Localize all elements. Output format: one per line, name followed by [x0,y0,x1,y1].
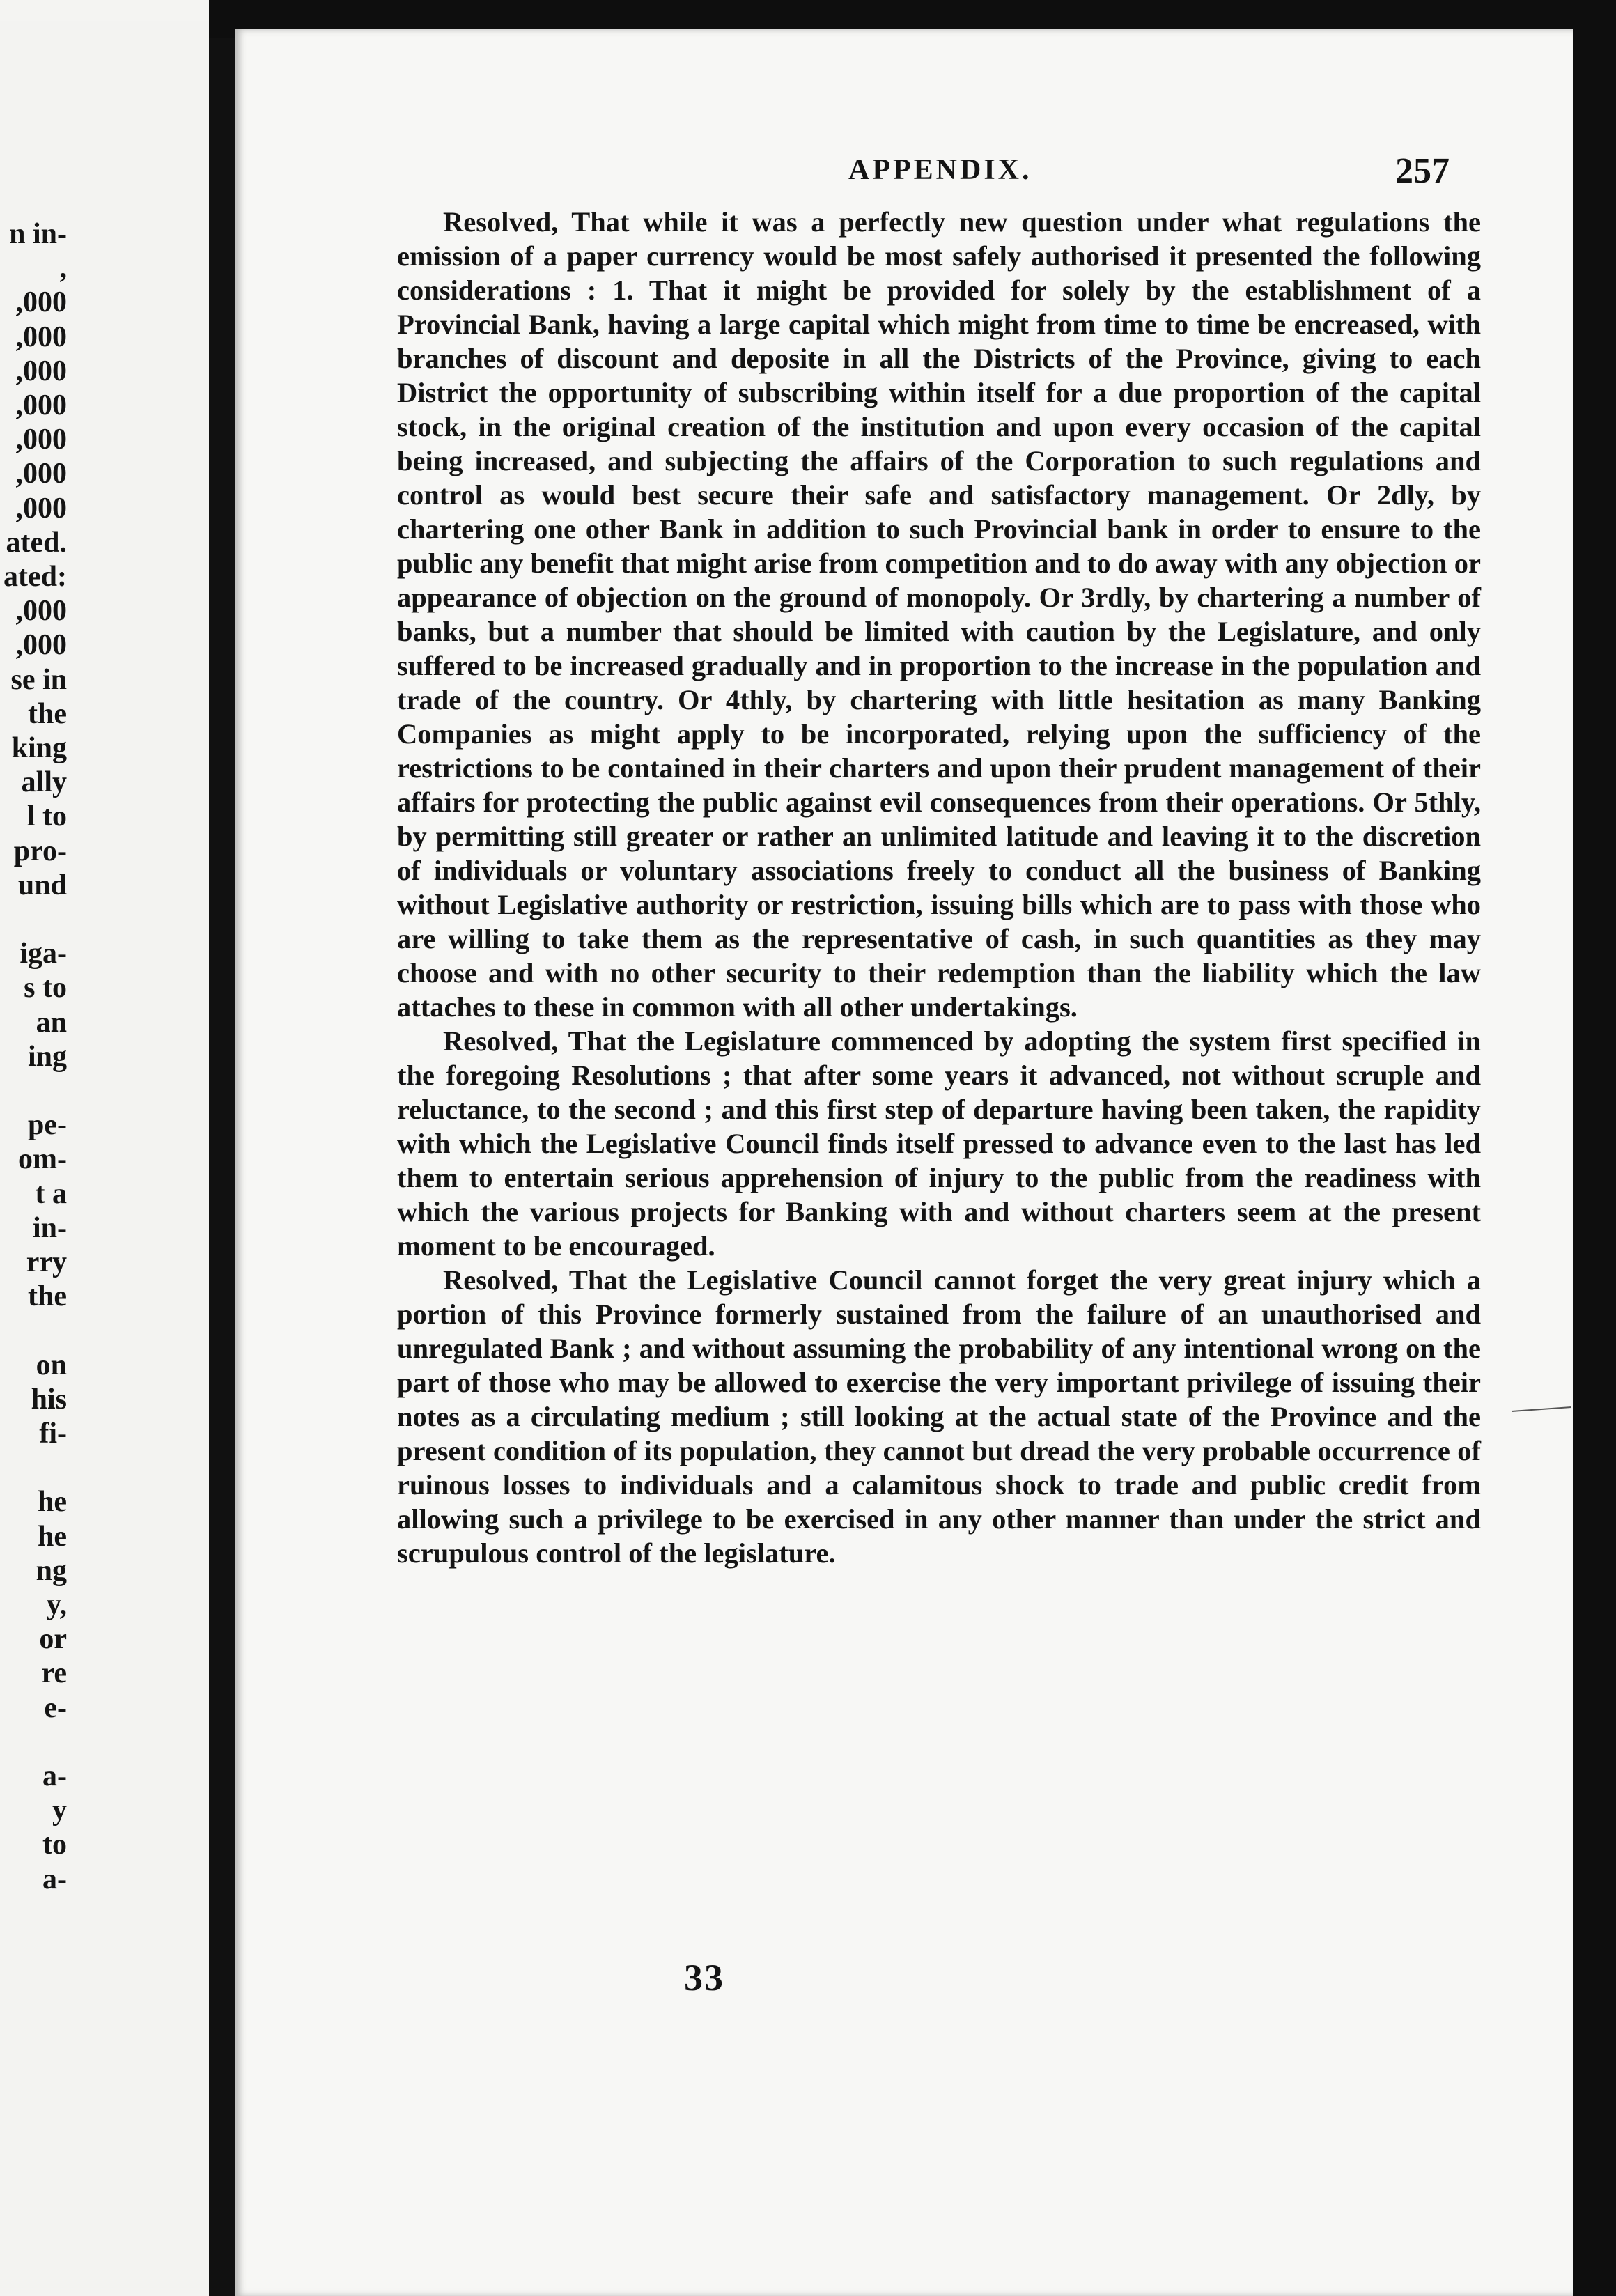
left-page-fragment: ,000 [15,286,67,319]
left-page-fragment: n in- [9,218,67,250]
left-page-fragment: ,000 [15,458,67,490]
left-page-fragment: re [41,1657,67,1690]
left-page-fragment: , [59,252,67,285]
left-page-fragment: ng [36,1554,67,1587]
left-page-fragment: or [39,1623,67,1656]
scan-right-border [1573,28,1616,2296]
paragraph-resolution-3: Resolved, That the Legislative Council cannot forget the very great injury which a portion of this Province formerly sustained from the failure of an unauthorised and unregulated Bank ; and without assuming the probability of any intentional wrong on the part of those who may be allowed to exercise the very important privilege of issuing their notes as a circulating medium ; still looking at the actual state of the Province and the present condition of its population, they cannot but dread the very probable occurrence of ruinous losses to individuals and a calamitous shock to trade and public credit from allowing such a privilege to be exercised in any other manner than under the strict and scrupulous control of the legislature. [397,1264,1481,1569]
paragraph-resolution-2: Resolved, That the Legislature commenced by adopting the system first specified in the foregoing Resolutions ; that after some years it advanced, not without scruple and reluctance, to the second ; and this first step of departure having been taken, the rapidity with which the Legislative Council finds itself pressed to advance even to the last has led them to entertain serious apprehension of injury to the public from the readiness with which the various projects for Banking with and without charters seem at the present moment to be encouraged. [397,1025,1481,1262]
left-page-fragment: ing [27,1040,67,1073]
left-page-fragment: ,000 [15,424,67,456]
left-page-fragment: ,000 [15,595,67,628]
paragraph-resolution-1: Resolved, That while it was a perfectly new question under what regulations the emission of a paper currency would be most safely authorised it presented the following considerations : 1. That it might be provided for solely by the establishment of a Provincial Bank, having a large capital which might from time to time be encreased, with branches of discount and deposite in all the Districts of the Province, giving to each District the opportunity of subscribing within itself for a due proportion of the capital stock, in the original creation of the institution and upon every occasion of the capital being increased, and subjecting the affairs of the Corporation to such regulations and control as would best secure their safe and satisfactory management. Or 2dly, by chartering one other Bank in addition to such Provincial bank in order to ensure to the public any benefit that might arise from competition and to do away with any objection or appearance of objection on the ground of monopoly. Or 3rdly, by chartering a number of banks, but a number that should be limited with caution by the Legislature, and only suffered to be increased gradually and in proportion to the increase in the population and trade of the country. Or 4thly, by chartering with little hesitation as many Banking Companies as might apply to be incorporated, relying upon the sufficiency of the restrictions to be contained in their charters and upon their prudent management of their affairs for protecting the public against evil consequences from their operations. Or 5thly, by permitting still greater or rather an unlimited latitude and leaving it to the discretion of individuals or voluntary associations freely to conduct all the business of Banking without Legislative authority or restriction, issuing bills which are to pass with those who are willing to take them as the representative of cash, in such quantities as they may choose and with no other security to their redemption than the liability which the law attaches to these in common with all other undertakings. [397,206,1481,1023]
left-page-fragment: he [38,1486,67,1519]
left-page-fragment: ,000 [15,389,67,421]
running-head: APPENDIX. [848,154,1032,186]
left-page-fragment: a- [42,1760,67,1792]
left-page-fragment: his [31,1383,67,1415]
left-page-fragment: pro- [13,835,67,867]
left-page-fragment: om- [18,1143,67,1176]
left-page-fragment: und [17,869,67,901]
left-page-fragment: ,000 [15,492,67,525]
left-page-fragment: he [38,1520,67,1553]
page-body [397,205,1481,1570]
left-page-fragment: t a [35,1177,67,1210]
left-page-fragment: se in [10,663,67,696]
left-page-fragment: ,000 [15,320,67,353]
book-gutter [209,0,237,2296]
left-page-fragment: the [28,697,67,730]
left-page-fragment: an [36,1006,67,1039]
left-page-fragment: on [36,1349,67,1381]
left-page-fragment: to [42,1829,67,1861]
left-page-fragment: the [28,1280,67,1313]
left-page-fragment: e- [44,1691,67,1724]
left-page-fragment: ,000 [15,629,67,662]
left-page-fragment: ated: [3,561,67,593]
left-page-fragment: y, [46,1589,67,1621]
left-page-fragment: ally [21,766,67,799]
left-page-fragment: ated. [6,526,67,559]
signature-mark: 33 [684,1957,724,1999]
left-page-fragment: ,000 [15,355,67,387]
left-page-fragment: rry [26,1246,67,1278]
left-page-fragment: king [11,732,67,764]
left-page-fragment: fi- [39,1418,67,1450]
left-page-fragment: s to [24,972,67,1004]
left-page-fragment: in- [32,1211,67,1244]
left-page-fragment: pe- [28,1109,67,1142]
left-page-fragment: y [52,1794,67,1827]
left-page-fragment: l to [26,800,67,833]
left-page-fragment: a- [42,1863,67,1895]
page-number: 257 [1395,151,1450,191]
left-page-fragment: iga- [20,938,67,970]
